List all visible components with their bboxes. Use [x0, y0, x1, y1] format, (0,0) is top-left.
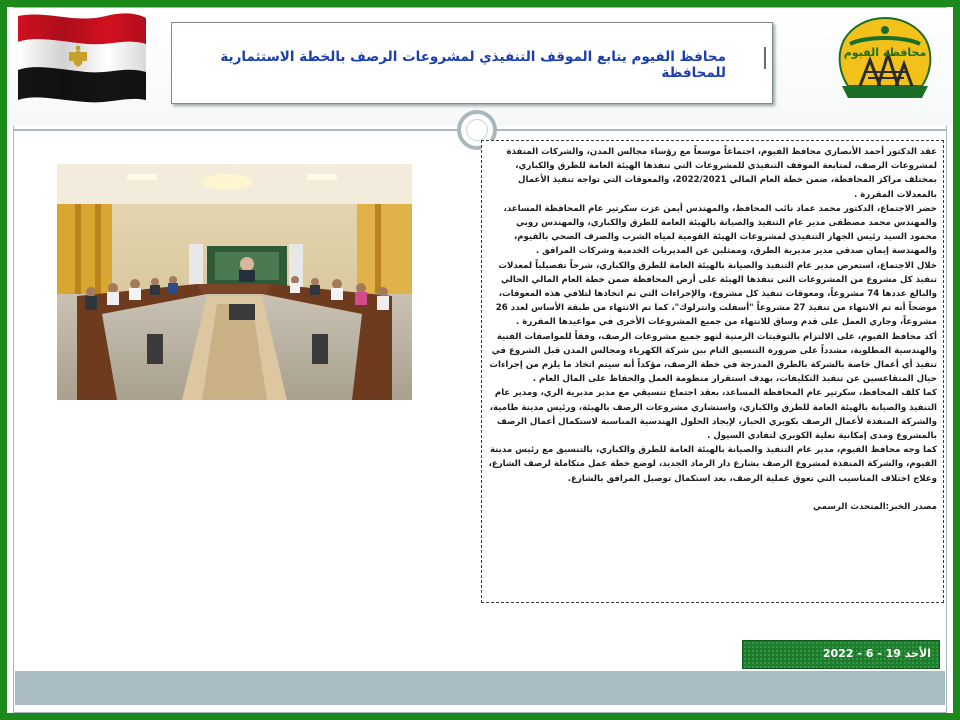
- article-paragraph: أكد محافظ الفيوم، على الالتزام بالتوقيتات الزمنية لنهو جميع مشروعات الرصف، وفقاً للمواصفات الفنية والهندسية المطلوبة، مشدداً على ضرورة التنسيق التام بين شركة الكهرباء ومجالس المدن قبل الشروع في تنفيذ أي أعمال خاصة بالشركة بالطرق المدرجة في خطة الرصف، مؤكداً أنه سيتم اتخاذ ما يلزم من إجراءات حيال المتقاعسين عن تنفيذ التكليفات، بهدف استقرار منظومة العمل والحفاظ على المال العام .: [489, 331, 937, 385]
- article-body: [481, 140, 944, 603]
- publication-date: الأحد 19 - 6 - 2022: [822, 647, 931, 660]
- article-paragraph: حضر الاجتماع، الدكتور محمد عماد نائب المحافظ، والمهندس أيمن عزت سكرتير عام المحافظة المساعد، والمهندس محمد مصطفى مدير عام التنفيذ والصيانة بالهيئة العامة للطرق والكباري، والمهندس روبي محمود السيد رئيس الجهاز التنفيذي لمشروعات الهيئة القومية لمياه الشرب والصرف الصحي بالفيوم، والمهندسة إيمان صدقي مدير مديرية الطرق، وممثلين عن المديريات الخدمية وشركات المرافق .: [503, 203, 937, 257]
- article-paragraph: خلال الاجتماع، استعرض مدير عام التنفيذ والصيانة بالهيئة العامة للطرق والكباري، شرحاً تفصيلياً لمعدلات تنفيذ كل مشروع من المشروعات التي تنفذها الهيئة على أرض المحافظة ضمن خطة العام المالي الحالي والبالغ عددها 74 مشروعاً، ومعوقات تنفيذ كل مشروع، والإجراءات التي تم اتخاذها لتلافي هذه المعوقات، موضحاً أنه تم الانتهاء من تنفيذ 27 مشروعاً "أسفلت وانترلوك"، كما تم الانتهاء من طبقة الأساس لعدد 26 مشروعاً، وجاري العمل على قدم وساق للانتهاء من جميع المشروعات الأخرى في مواعيدها المقررة .: [495, 260, 937, 328]
- headline-box: [171, 22, 773, 104]
- egypt-flag-icon: [16, 10, 148, 106]
- headline: محافظ الفيوم يتابع الموقف التنفيذي لمشروعات الرصف بالخطة الاستثمارية للمحافظة: [220, 49, 726, 81]
- logo-text: محافظة الفيوم: [843, 46, 927, 59]
- meeting-room-photo: [57, 164, 412, 400]
- article-paragraph: عقد الدكتور أحمد الأنصاري محافظ الفيوم، اجتماعاً موسعاً مع رؤساء مجالس المدن، والشركات المنفذة لمشروعات الرصف، لمتابعة الموقف التنفيذي للمشروعات التي تنفذها الهيئة العامة للطرق والكباري، بمختلف مراكز المحافظة، ضمن خطة العام المالي 2022/2021، والمعوقات التي تواجه تنفيذ الأعمال بالمعدلات المقررة .: [506, 147, 937, 200]
- date-band: [742, 640, 940, 669]
- fayoum-governorate-logo-icon: [830, 14, 940, 104]
- article-paragraph: كما كلف المحافظ، سكرتير عام المحافظة المساعد، بعقد اجتماع تنسيقي مع مدير مديرية الري، ومدير عام التنفيذ والصيانة بالهيئة العامة للطرق والكباري، واستشاري مشروعات الرصف بالهيئة، ورئيس مدينة طامية، والشركة المنفذة لأعمال الرصف بكوبري الحيار، لإيجاد الحلول الهندسية المناسبة لاستكمال أعمال الرصف بالمشروع ومدى إمكانية تعلية الكوبري لتفادي السيول .: [489, 388, 937, 442]
- article-paragraph: كما وجه محافظ الفيوم، مدير عام التنفيذ والصيانة بالهيئة العامة للطرق والكباري، بالتنسيق مع رئيس مدينة الفيوم، والشركة المنفذة لمشروع الرصف بشارع دار الرماد الجديد، لوضع خطة عمل متكاملة لرصف الشارع، وعلاج اختلاف المناسيب التي تعوق عملية الرصف، بعد استكمال توصيل المرافق بالشارع.: [488, 445, 937, 484]
- headline-marker: [764, 47, 766, 69]
- footer-band: [15, 671, 945, 705]
- news-source: مصدر الخبر:المتحدث الرسمي: [812, 501, 937, 512]
